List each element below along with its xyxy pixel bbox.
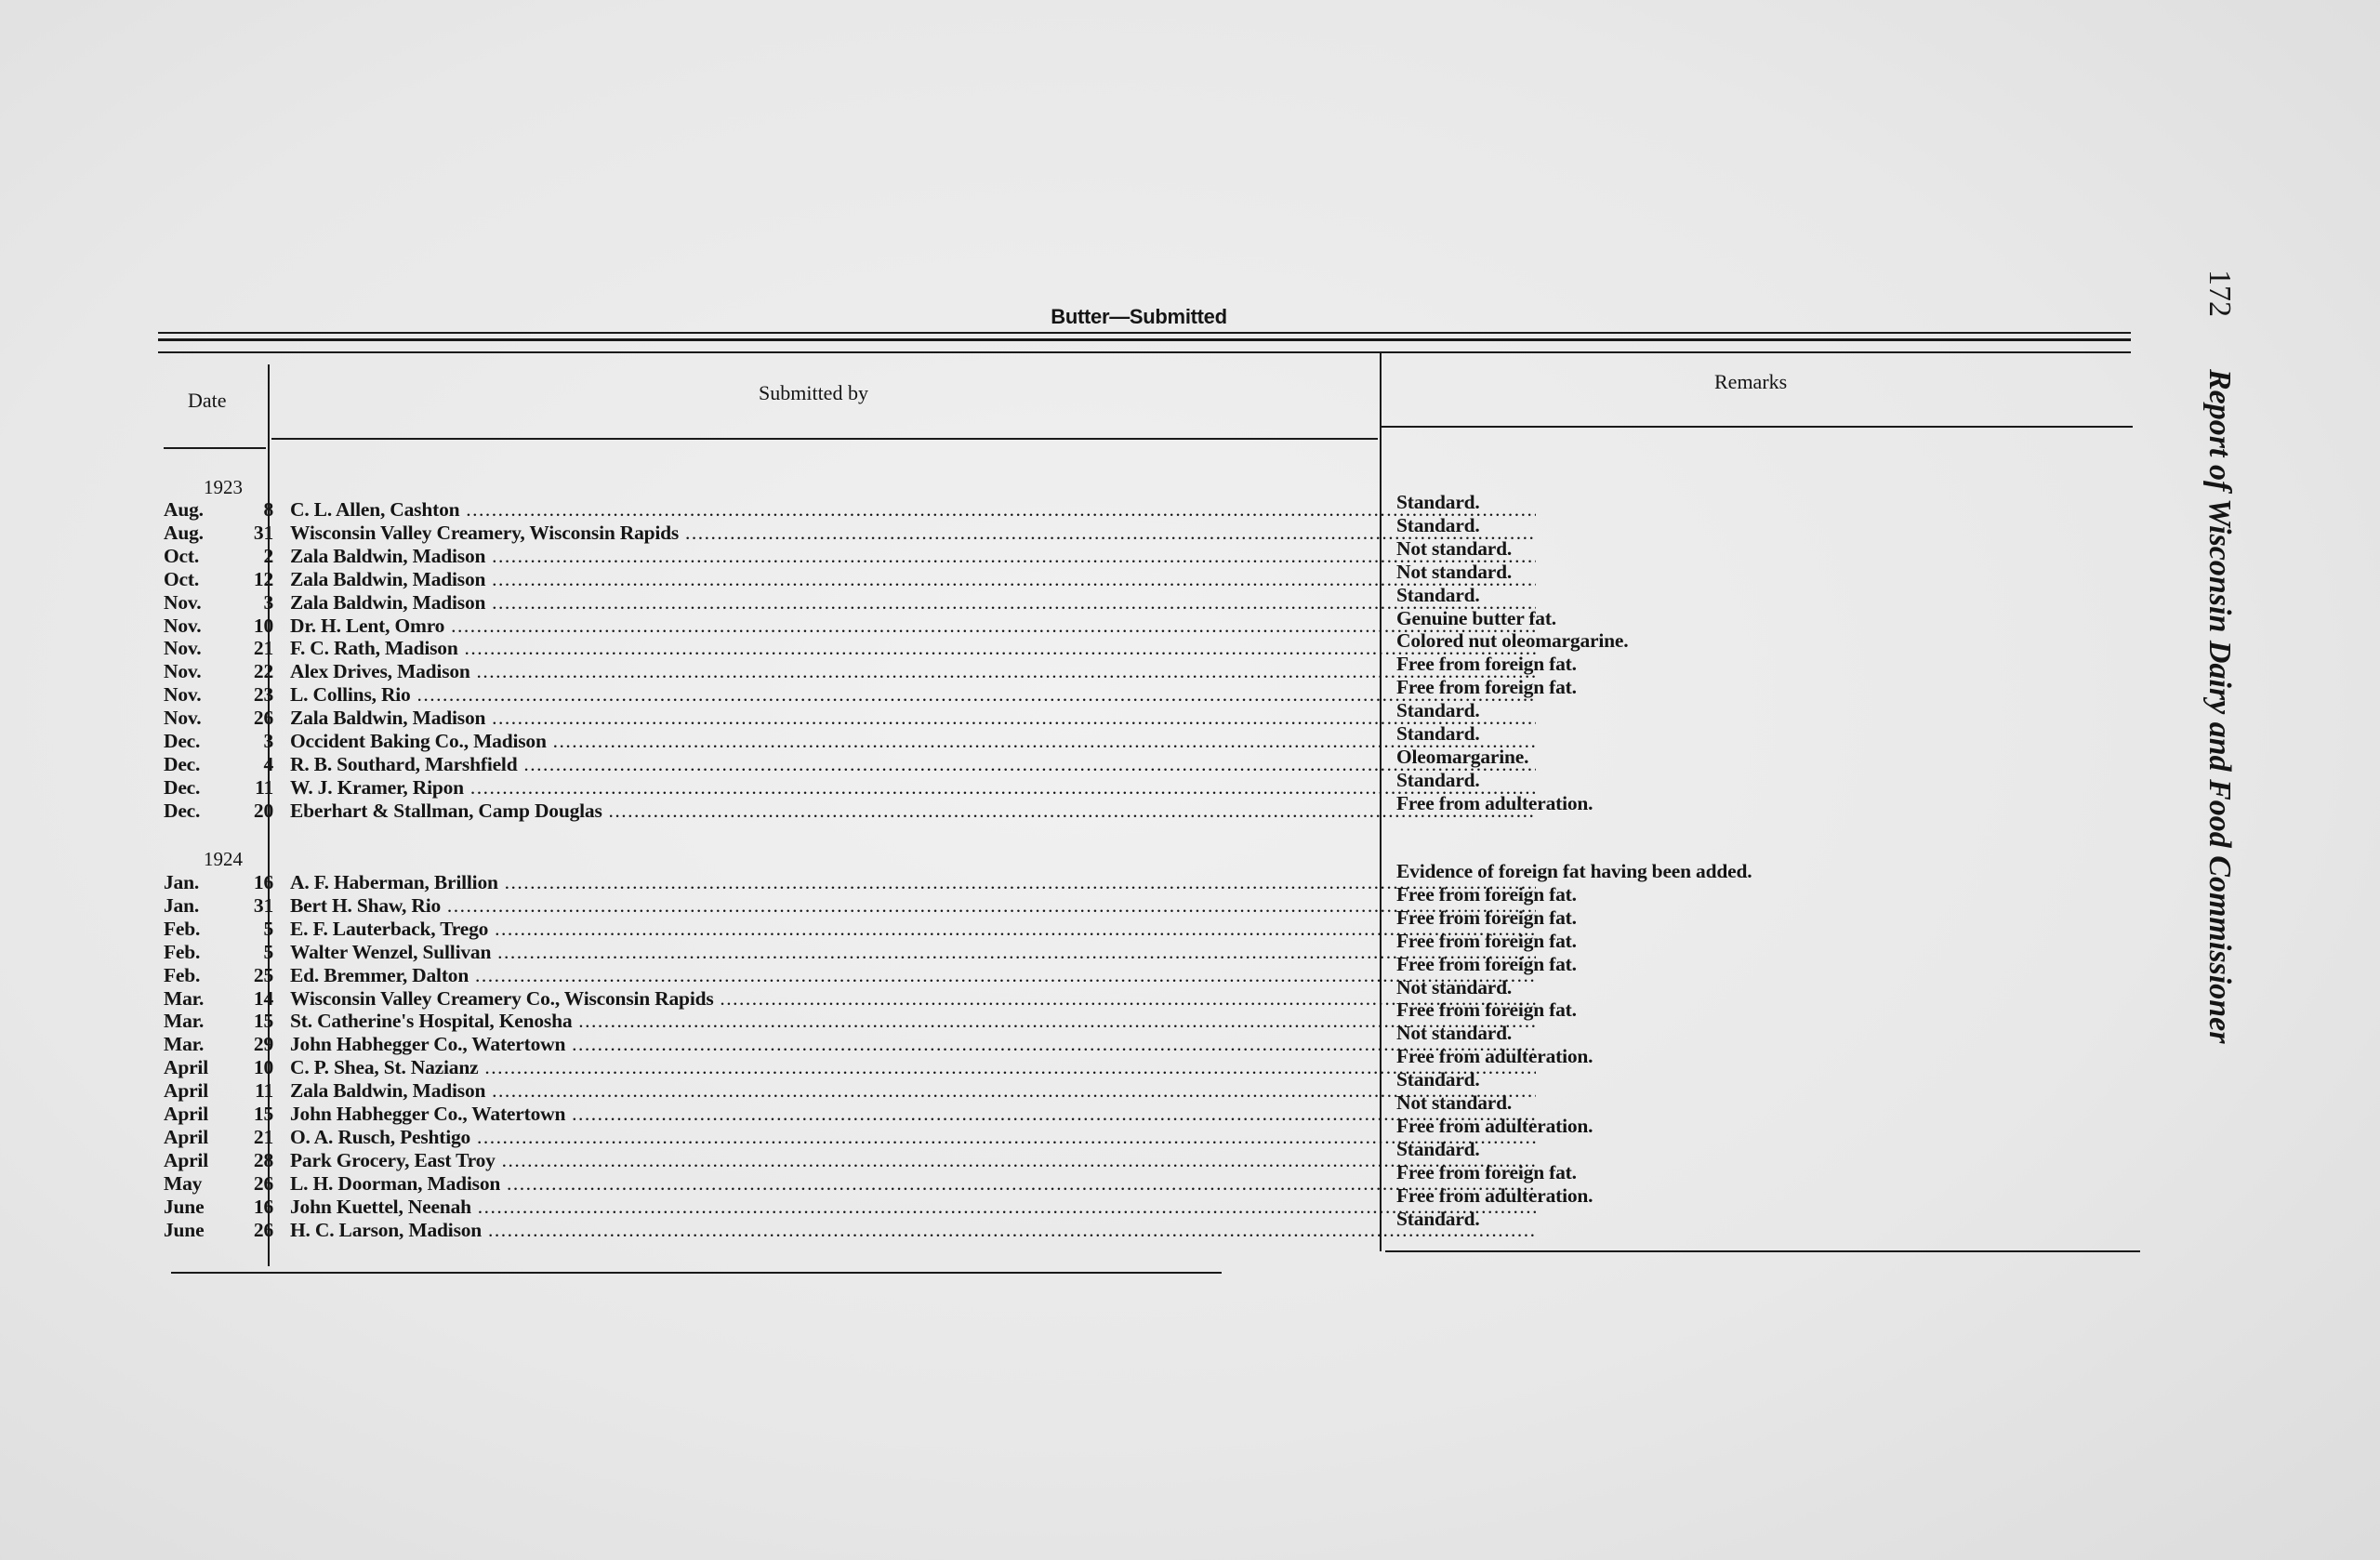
remarks-cell: Standard. [1396, 1137, 1480, 1160]
top-rule-1 [158, 332, 2131, 334]
date-month: Mar. [164, 986, 205, 1010]
remarks-cell: Standard. [1396, 583, 1480, 606]
date-month: Nov. [164, 637, 202, 660]
remarks-cell: Standard. [1396, 1068, 1480, 1091]
date-day: 28 [253, 1148, 273, 1171]
submitted-by-cell: Alex Drives, Madison ..... [290, 660, 1536, 683]
date-month: May [164, 1171, 203, 1195]
header-rule-remarks [1382, 426, 2133, 428]
remarks-cell: Free from adulteration. [1396, 791, 1593, 814]
page-number: 172 [2202, 270, 2237, 317]
date-month: Mar. [164, 1010, 205, 1033]
date-month: April [164, 1148, 208, 1171]
date-day: 26 [253, 1218, 273, 1241]
date-month: Feb. [164, 940, 201, 963]
col-header-date: Date [188, 389, 227, 412]
date-day: 11 [255, 1079, 273, 1103]
remarks-cell: Evidence of foreign fat having been added. [1396, 860, 1752, 882]
date-month: Oct. [164, 544, 200, 567]
date-month: Nov. [164, 590, 202, 614]
submitted-by-cell: Wisconsin Valley Creamery, Wisconsin Rapids ..... [290, 522, 1536, 545]
submitted-by-cell: Dr. H. Lent, Omro ..... [290, 615, 1536, 638]
submitted-by-cell: C. L. Allen, Cashton ..... [290, 498, 1536, 522]
date-day: 21 [253, 637, 273, 660]
submitted-by-cell: St. Catherine's Hospital, Kenosha ..... [290, 1010, 1536, 1033]
date-month: April [164, 1103, 208, 1125]
submitted-by-cell: Wisconsin Valley Creamery Co., Wisconsin Rapids ..... [290, 987, 1536, 1011]
header-rule-date [164, 447, 266, 449]
remarks-cell: Free from adulteration. [1396, 1114, 1593, 1137]
date-month: Dec. [164, 730, 201, 752]
date-month: Nov. [164, 660, 202, 683]
header-rule-submitted [271, 438, 1378, 440]
date-month: June [164, 1195, 205, 1218]
date-day: 8 [263, 498, 273, 521]
date-month: Aug. [164, 521, 204, 544]
bottom-rule-left [171, 1272, 1222, 1274]
remarks-cell: Not standard. [1396, 1022, 1513, 1045]
running-head [2192, 270, 2239, 1292]
date-month: Jan. [164, 871, 200, 893]
submitted-by-cell: O. A. Rusch, Peshtigo ..... [290, 1126, 1536, 1149]
date-day: 21 [253, 1125, 273, 1148]
date-month: April [164, 1056, 208, 1079]
remarks-cell: Free from foreign fat. [1396, 653, 1577, 676]
date-day: 12 [253, 567, 273, 590]
table-title: Butter—Submitted [1051, 305, 1227, 328]
submitted-by-cell: R. B. Southard, Marshfield ..... [290, 753, 1536, 776]
submitted-by-cell: John Habhegger Co., Watertown ..... [290, 1103, 1536, 1126]
remarks-cell: Not standard. [1396, 536, 1513, 560]
remarks-cell: Not standard. [1396, 975, 1513, 998]
col-header-remarks: Remarks [1714, 370, 1788, 393]
submitted-by-cell: Occident Baking Co., Madison ..... [290, 730, 1536, 753]
remarks-cell: Not standard. [1396, 1091, 1513, 1114]
bottom-rule-right [1385, 1250, 2140, 1252]
date-month: Nov. [164, 683, 202, 707]
date-day: 5 [263, 917, 273, 940]
year-label-1923: 1923 [204, 476, 243, 498]
date-day: 31 [253, 521, 273, 544]
date-day: 26 [253, 1171, 273, 1195]
top-rule-3 [158, 351, 2131, 353]
date-day: 31 [253, 893, 273, 917]
submitted-by-cell: Park Grocery, East Troy ..... [290, 1149, 1536, 1172]
date-month: Dec. [164, 752, 201, 775]
date-day: 25 [253, 963, 273, 986]
date-month: April [164, 1125, 208, 1148]
remarks-cell: Standard. [1396, 722, 1480, 745]
submitted-by-cell: H. C. Larson, Madison ..... [290, 1219, 1536, 1242]
submitted-by-cell: A. F. Haberman, Brillion ..... [290, 871, 1536, 894]
remarks-cell: Colored nut oleomargarine. [1396, 629, 1629, 653]
submitted-by-cell: Zala Baldwin, Madison ..... [290, 568, 1536, 591]
remarks-cell: Not standard. [1396, 560, 1513, 583]
col-header-submitted-by: Submitted by [759, 381, 868, 404]
submitted-by-cell: L. H. Doorman, Madison ..... [290, 1172, 1536, 1196]
date-day: 15 [253, 1103, 273, 1125]
date-month: Mar. [164, 1033, 205, 1056]
date-day: 2 [263, 544, 273, 567]
submitted-by-cell: C. P. Shea, St. Nazianz ..... [290, 1056, 1536, 1079]
submitted-by-cell: Zala Baldwin, Madison ..... [290, 707, 1536, 730]
date-month: Aug. [164, 498, 204, 521]
remarks-cell: Genuine butter fat. [1396, 606, 1556, 629]
submitted-by-cell: Zala Baldwin, Madison ..... [290, 545, 1536, 568]
date-day: 16 [253, 871, 273, 893]
remarks-cell: Standard. [1396, 699, 1480, 722]
remarks-cell: Standard. [1396, 768, 1480, 791]
remarks-cell: Free from foreign fat. [1396, 906, 1577, 929]
remarks-cell: Free from adulteration. [1396, 1183, 1593, 1207]
submitted-by-cell: Ed. Bremmer, Dalton ..... [290, 964, 1536, 987]
date-day: 16 [253, 1195, 273, 1218]
submitted-by-cell: John Kuettel, Neenah ..... [290, 1196, 1536, 1219]
date-day: 26 [253, 707, 273, 730]
date-month: Jan. [164, 893, 200, 917]
running-title: Report of Wisconsin Dairy and Food Commissioner [2202, 369, 2237, 1044]
remarks-cell: Free from foreign fat. [1396, 1160, 1577, 1183]
date-day: 11 [255, 775, 273, 799]
submitted-by-cell: W. J. Kramer, Ripon ..... [290, 776, 1536, 800]
date-month: Oct. [164, 567, 200, 590]
date-day: 22 [253, 660, 273, 683]
submitted-by-cell: F. C. Rath, Madison ..... [290, 637, 1536, 660]
remarks-cell: Free from foreign fat. [1396, 952, 1577, 975]
remarks-cell: Oleomargarine. [1396, 745, 1529, 768]
date-day: 5 [263, 940, 273, 963]
top-rule-2 [158, 338, 2131, 341]
date-month: Feb. [164, 917, 201, 940]
date-day: 14 [253, 986, 273, 1010]
submitted-by-cell: Zala Baldwin, Madison ..... [290, 591, 1536, 615]
date-day: 3 [263, 730, 273, 752]
year-label-1924: 1924 [204, 848, 243, 870]
date-day: 4 [263, 752, 273, 775]
remarks-cell: Free from foreign fat. [1396, 929, 1577, 952]
date-day: 23 [253, 683, 273, 707]
submitted-by-cell: Walter Wenzel, Sullivan ..... [290, 941, 1536, 964]
remarks-cell: Free from foreign fat. [1396, 998, 1577, 1022]
date-day: 10 [253, 1056, 273, 1079]
remarks-cell: Standard. [1396, 1207, 1480, 1230]
submitted-by-cell: Zala Baldwin, Madison ..... [290, 1079, 1536, 1103]
date-month: Feb. [164, 963, 201, 986]
remarks-cell: Free from foreign fat. [1396, 676, 1577, 699]
date-month: Dec. [164, 775, 201, 799]
submitted-by-cell: E. F. Lauterback, Trego ..... [290, 918, 1536, 941]
submitted-by-cell: Bert H. Shaw, Rio ..... [290, 894, 1536, 918]
date-day: 10 [253, 614, 273, 637]
submitted-by-cell: L. Collins, Rio ..... [290, 683, 1536, 707]
submitted-by-cell: Eberhart & Stallman, Camp Douglas ..... [290, 800, 1536, 823]
date-day: 29 [253, 1033, 273, 1056]
remarks-cell: Standard. [1396, 491, 1480, 513]
date-month: Nov. [164, 614, 202, 637]
remarks-cell: Standard. [1396, 513, 1480, 536]
date-month: Nov. [164, 707, 202, 730]
submitted-by-cell: John Habhegger Co., Watertown ..... [290, 1033, 1536, 1056]
date-month: April [164, 1079, 208, 1103]
remarks-cell: Free from adulteration. [1396, 1045, 1593, 1068]
date-day: 15 [253, 1010, 273, 1033]
remarks-cell: Free from foreign fat. [1396, 882, 1577, 906]
date-month: June [164, 1218, 205, 1241]
date-day: 20 [253, 799, 273, 822]
date-day: 3 [263, 590, 273, 614]
date-month: Dec. [164, 799, 201, 822]
